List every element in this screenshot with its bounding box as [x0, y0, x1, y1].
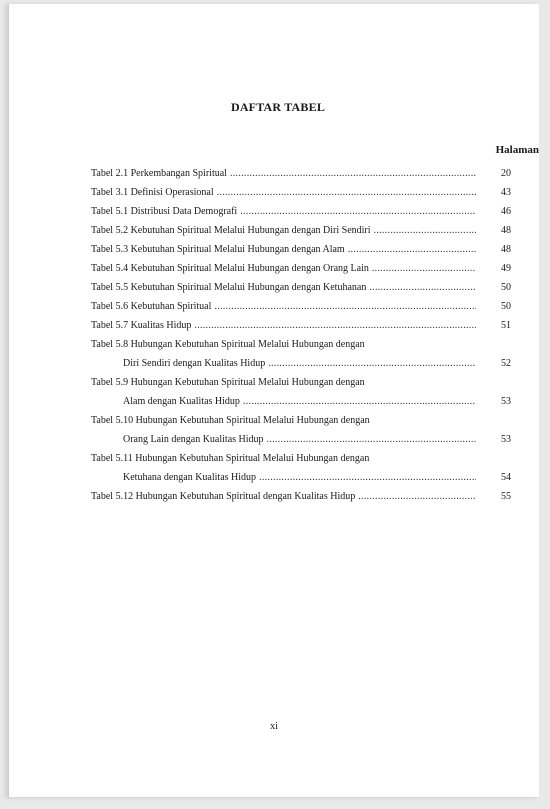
- entry-text: Tabel 5.8 Hubungan Kebutuhan Spiritual Melalui Hubungan dengan: [91, 339, 365, 350]
- leader-dots: [372, 259, 476, 278]
- leader-dots: [259, 468, 476, 487]
- table-of-tables: [91, 164, 511, 506]
- entry-page-number: 53: [501, 434, 511, 445]
- entry-text: Tabel 5.11 Hubungan Kebutuhan Spiritual Melalui Hubungan dengan: [91, 453, 370, 464]
- entry-page-number: 48: [501, 244, 511, 255]
- toc-entry: [91, 278, 511, 297]
- entry-page-number: 49: [501, 263, 511, 274]
- page-number: xi: [270, 721, 278, 732]
- entry-page-number: 53: [501, 396, 511, 407]
- entry-page-number: 54: [501, 472, 511, 483]
- leader-dots: [194, 316, 476, 335]
- entry-page-number: 55: [501, 491, 511, 502]
- entry-text-continuation: Diri Sendiri dengan Kualitas Hidup: [123, 358, 266, 369]
- toc-entry: [91, 316, 511, 335]
- entry-text: Tabel 5.7 Kualitas Hidup: [91, 320, 192, 331]
- toc-entry: [91, 164, 511, 183]
- leader-dots: [243, 392, 476, 411]
- toc-entry: [91, 221, 511, 240]
- toc-entry: [91, 297, 511, 316]
- page-title: DAFTAR TABEL: [230, 100, 326, 114]
- entry-page-number: 20: [501, 168, 511, 179]
- leader-dots: [374, 221, 476, 240]
- toc-entry: [91, 335, 511, 373]
- toc-entry: [91, 183, 511, 202]
- entry-text-continuation: Ketuhana dengan Kualitas Hidup: [123, 472, 257, 483]
- document-page: [8, 4, 539, 798]
- leader-dots: [240, 202, 476, 221]
- entry-text: Tabel 5.9 Hubungan Kebutuhan Spiritual Melalui Hubungan dengan: [91, 377, 365, 388]
- leader-dots: [267, 430, 476, 449]
- leader-dots: [230, 164, 476, 183]
- entry-page-number: 48: [501, 225, 511, 236]
- leader-dots: [214, 297, 476, 316]
- entry-text: Tabel 5.2 Kebutuhan Spiritual Melalui Hubungan dengan Diri Sendiri: [91, 225, 371, 236]
- toc-entry: [91, 487, 511, 506]
- page-column-header: Halaman: [495, 144, 539, 156]
- toc-entry: [91, 259, 511, 278]
- toc-entry: [91, 411, 511, 449]
- entry-page-number: 52: [501, 358, 511, 369]
- toc-entry: [91, 373, 511, 411]
- entry-text-continuation: Orang Lain dengan Kualitas Hidup: [123, 434, 264, 445]
- entry-text-continuation: Alam dengan Kualitas Hidup: [123, 396, 240, 407]
- toc-entry: [91, 240, 511, 259]
- entry-text: Tabel 5.10 Hubungan Kebutuhan Spiritual Melalui Hubungan dengan: [91, 415, 370, 426]
- entry-text: Tabel 5.12 Hubungan Kebutuhan Spiritual dengan Kualitas Hidup: [91, 491, 356, 502]
- entry-page-number: 50: [501, 301, 511, 312]
- toc-entry: [91, 202, 511, 221]
- entry-text: Tabel 5.6 Kebutuhan Spiritual: [91, 301, 212, 312]
- entry-page-number: 43: [501, 187, 511, 198]
- entry-page-number: 51: [501, 320, 511, 331]
- leader-dots: [358, 487, 476, 506]
- leader-dots: [268, 354, 476, 373]
- leader-dots: [369, 278, 476, 297]
- entry-text: Tabel 2.1 Perkembangan Spiritual: [91, 168, 227, 179]
- entry-text: Tabel 5.3 Kebutuhan Spiritual Melalui Hubungan dengan Alam: [91, 244, 345, 255]
- entry-text: Tabel 5.1 Distribusi Data Demografi: [91, 206, 238, 217]
- toc-entry: [91, 449, 511, 487]
- leader-dots: [348, 240, 476, 259]
- entry-page-number: 50: [501, 282, 511, 293]
- leader-dots: [217, 183, 476, 202]
- entry-page-number: 46: [501, 206, 511, 217]
- entry-text: Tabel 5.5 Kebutuhan Spiritual Melalui Hubungan dengan Ketuhanan: [91, 282, 367, 293]
- entry-text: Tabel 5.4 Kebutuhan Spiritual Melalui Hubungan dengan Orang Lain: [91, 263, 369, 274]
- entry-text: Tabel 3.1 Definisi Operasional: [91, 187, 214, 198]
